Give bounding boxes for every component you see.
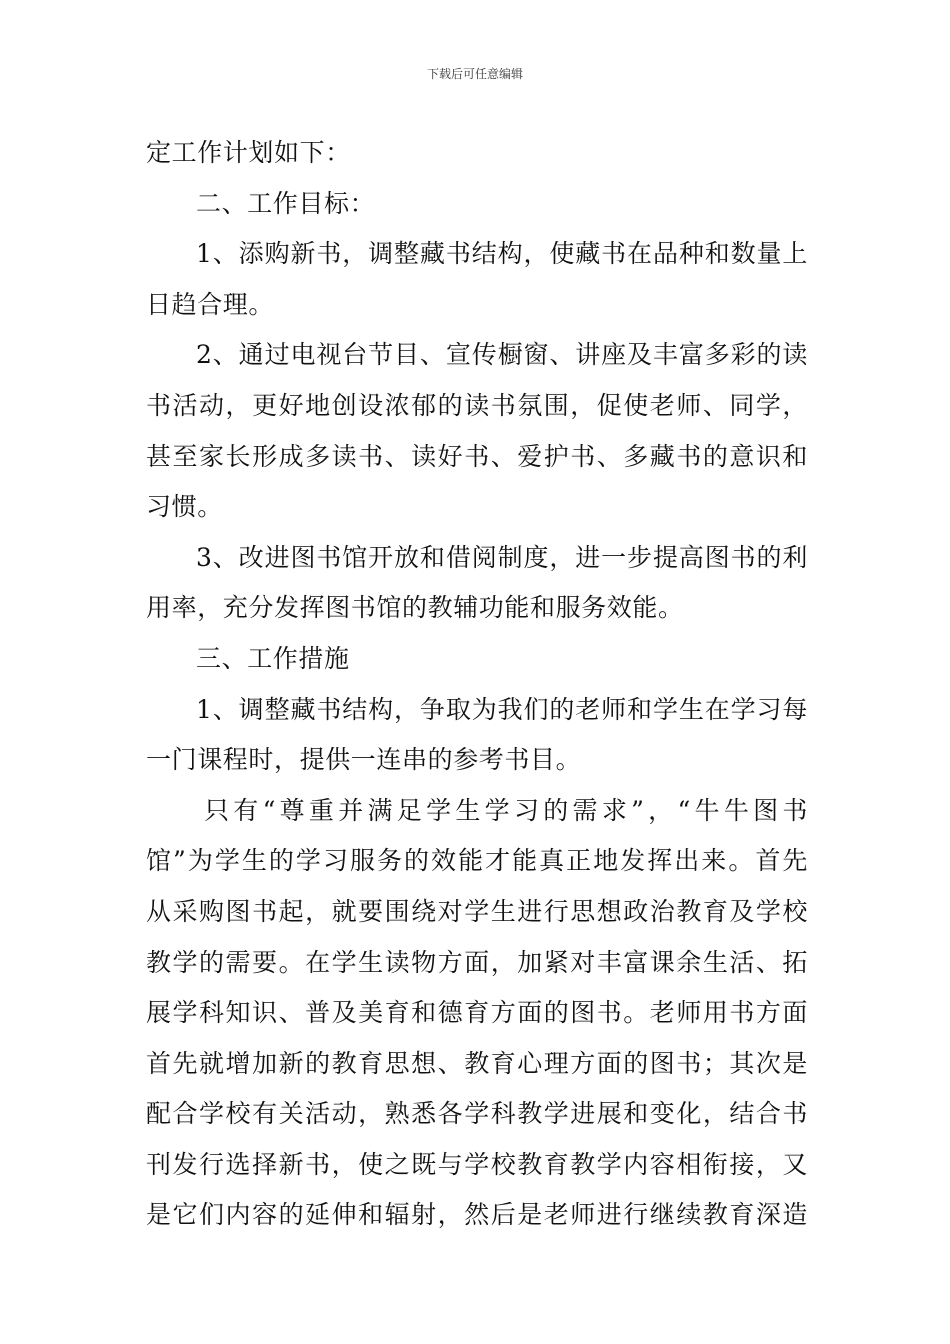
text-line: 定工作计划如下： bbox=[146, 138, 351, 167]
text-line: 刊发行选择新书，使之既与学校教育教学内容相衔接，又 bbox=[146, 1149, 808, 1179]
text-line: 从采购图书起，就要围绕对学生进行思想政治教育及学校 bbox=[146, 896, 808, 926]
text-line: 2、通过电视台节目、宣传橱窗、讲座及丰富多彩的读 bbox=[196, 340, 808, 370]
download-note: 下载后可任意编辑 bbox=[426, 67, 523, 81]
text-line: 教学的需要。在学生读物方面，加紧对丰富课余生活、拓 bbox=[146, 947, 808, 977]
text-line: 是它们内容的延伸和辐射，然后是老师进行继续教育深造 bbox=[146, 1200, 808, 1230]
section-heading-goals: 二、工作目标： bbox=[196, 188, 376, 218]
text-line: 用率，充分发挥图书馆的教辅功能和服务效能。 bbox=[146, 593, 684, 623]
text-line: 日趋合理。 bbox=[146, 289, 275, 319]
section-heading-measures: 三、工作措施 bbox=[196, 643, 350, 673]
text-line: 1、调整藏书结构，争取为我们的老师和学生在学习每 bbox=[196, 694, 808, 724]
text-line: 只有“尊重并满足学生学习的需求”，“牛牛图书 bbox=[204, 795, 808, 825]
text-line: 习惯。 bbox=[146, 492, 223, 522]
text-line: 展学科知识、普及美育和德育方面的图书。老师用书方面 bbox=[146, 998, 808, 1028]
text-line: 一门课程时，提供一连串的参考书目。 bbox=[146, 745, 582, 775]
text-line: 甚至家长形成多读书、读好书、爱护书、多藏书的意识和 bbox=[146, 441, 808, 471]
text-line: 1、添购新书，调整藏书结构，使藏书在品种和数量上 bbox=[196, 239, 808, 269]
text-line: 馆”为学生的学习服务的效能才能真正地发挥出来。首先 bbox=[146, 846, 808, 876]
text-line: 3、改进图书馆开放和借阅制度，进一步提高图书的利 bbox=[196, 542, 808, 572]
text-line: 首先就增加新的教育思想、教育心理方面的图书；其次是 bbox=[146, 1048, 808, 1078]
document-body bbox=[146, 128, 808, 1241]
text-line: 配合学校有关活动，熟悉各学科教学进展和变化，结合书 bbox=[146, 1099, 808, 1129]
text-line: 书活动，更好地创设浓郁的读书氛围，促使老师、同学， bbox=[146, 390, 808, 420]
